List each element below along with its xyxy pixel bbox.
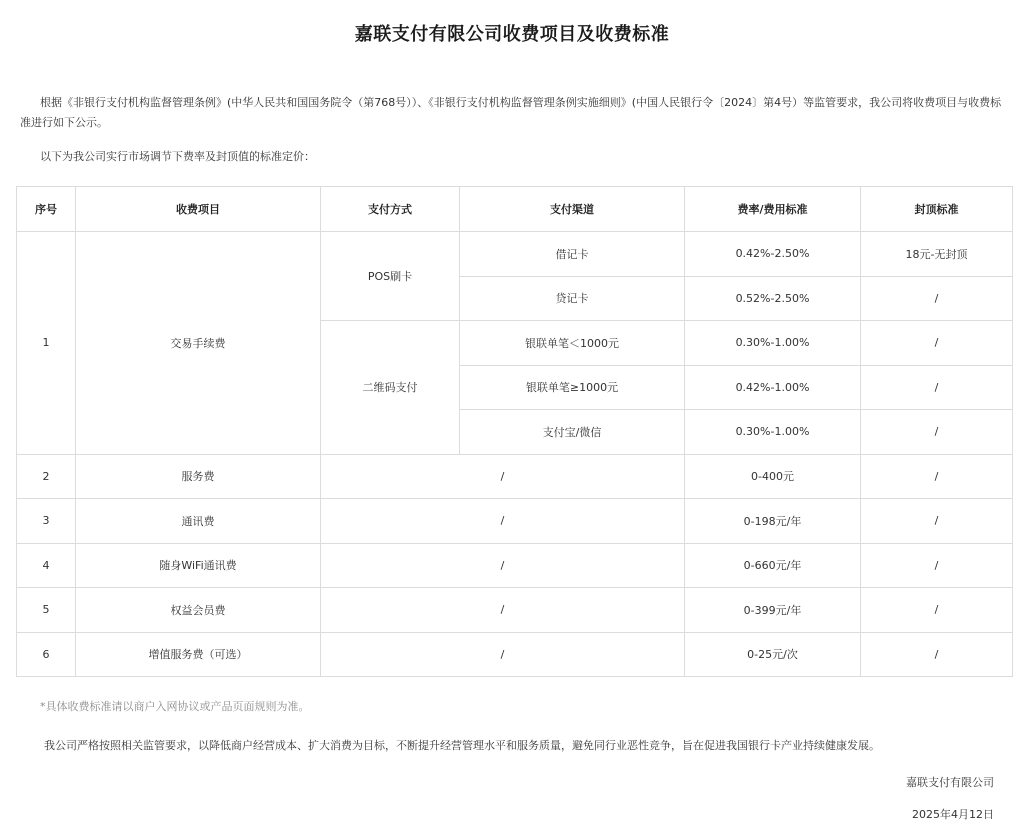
fee-item: 交易手续费 xyxy=(76,232,321,455)
fee-rate: 0-660元/年 xyxy=(685,543,861,588)
fee-rate: 0-400元 xyxy=(685,454,861,499)
payment-method: 二维码支付 xyxy=(321,321,460,455)
row-number: 1 xyxy=(17,232,76,455)
payment-channel: 支付宝/微信 xyxy=(460,410,685,455)
pricing-subheading: 以下为我公司实行市场调节下费率及封顶值的标准定价： xyxy=(40,150,315,163)
company-signature: 嘉联支付有限公司 xyxy=(906,776,994,789)
payment-method: POS刷卡 xyxy=(321,232,460,321)
header-channel: 支付渠道 xyxy=(460,187,685,232)
cap-standard: 18元-无封顶 xyxy=(861,232,1013,277)
table-row xyxy=(17,454,1013,499)
fee-rate: 0.52%-2.50% xyxy=(685,276,861,321)
fee-item: 服务费 xyxy=(76,454,321,499)
fee-item: 权益会员费 xyxy=(76,588,321,633)
publish-date: 2025年4月12日 xyxy=(912,808,994,821)
row-number: 5 xyxy=(17,588,76,633)
payment-channel: 贷记卡 xyxy=(460,276,685,321)
fee-rate: 0-399元/年 xyxy=(685,588,861,633)
payment-channel: 银联单笔＜1000元 xyxy=(460,321,685,366)
cap-standard: / xyxy=(861,543,1013,588)
row-number: 4 xyxy=(17,543,76,588)
fee-rate: 0-198元/年 xyxy=(685,499,861,544)
row-number: 2 xyxy=(17,454,76,499)
cap-standard: / xyxy=(861,365,1013,410)
table-header-row xyxy=(17,187,1013,232)
cap-standard: / xyxy=(861,588,1013,633)
cap-standard: / xyxy=(861,454,1013,499)
fee-rate: 0-25元/次 xyxy=(685,632,861,677)
table-row xyxy=(17,632,1013,677)
cap-standard: / xyxy=(861,632,1013,677)
closing-statement: 我公司严格按照相关监管要求，以降低商户经营成本、扩大消费为目标，不断提升经营管理水平和服务质量，避免同行业恶性竞争，旨在促进我国银行卡产业持续健康发展。 xyxy=(44,739,880,752)
header-no: 序号 xyxy=(17,187,76,232)
cap-standard: / xyxy=(861,410,1013,455)
page-title: 嘉联支付有限公司收费项目及收费标准 xyxy=(354,24,670,45)
cap-standard: / xyxy=(861,499,1013,544)
payment-method: / xyxy=(321,454,685,499)
intro-paragraph: 根据《非银行支付机构监督管理条例》(中华人民共和国国务院令（第768号））、《非银行支付机构监督管理条例实施细则》(中国人民银行令〔2024〕第4号）等监管要求，我公司将收费项目与收费标准进行如下公示。 xyxy=(20,96,1002,129)
row-number: 3 xyxy=(17,499,76,544)
fee-table xyxy=(16,186,1013,677)
fee-item: 增值服务费（可选） xyxy=(76,632,321,677)
cap-standard: / xyxy=(861,276,1013,321)
payment-method: / xyxy=(321,543,685,588)
payment-method: / xyxy=(321,632,685,677)
header-rate: 费率/费用标准 xyxy=(685,187,861,232)
table-row xyxy=(17,499,1013,544)
fee-rate: 0.30%-1.00% xyxy=(685,410,861,455)
header-method: 支付方式 xyxy=(321,187,460,232)
payment-channel: 借记卡 xyxy=(460,232,685,277)
table-row xyxy=(17,232,1013,277)
table-row xyxy=(17,588,1013,633)
fee-item: 随身WiFi通讯费 xyxy=(76,543,321,588)
payment-channel: 银联单笔≥1000元 xyxy=(460,365,685,410)
cap-standard: / xyxy=(861,321,1013,366)
fee-rate: 0.42%-1.00% xyxy=(685,365,861,410)
fee-rate: 0.42%-2.50% xyxy=(685,232,861,277)
header-item: 收费项目 xyxy=(76,187,321,232)
fee-item: 通讯费 xyxy=(76,499,321,544)
row-number: 6 xyxy=(17,632,76,677)
payment-method: / xyxy=(321,499,685,544)
header-cap: 封顶标准 xyxy=(861,187,1013,232)
footnote: *具体收费标准请以商户入网协议或产品页面规则为准。 xyxy=(40,700,310,713)
fee-rate: 0.30%-1.00% xyxy=(685,321,861,366)
payment-method: / xyxy=(321,588,685,633)
table-row xyxy=(17,543,1013,588)
